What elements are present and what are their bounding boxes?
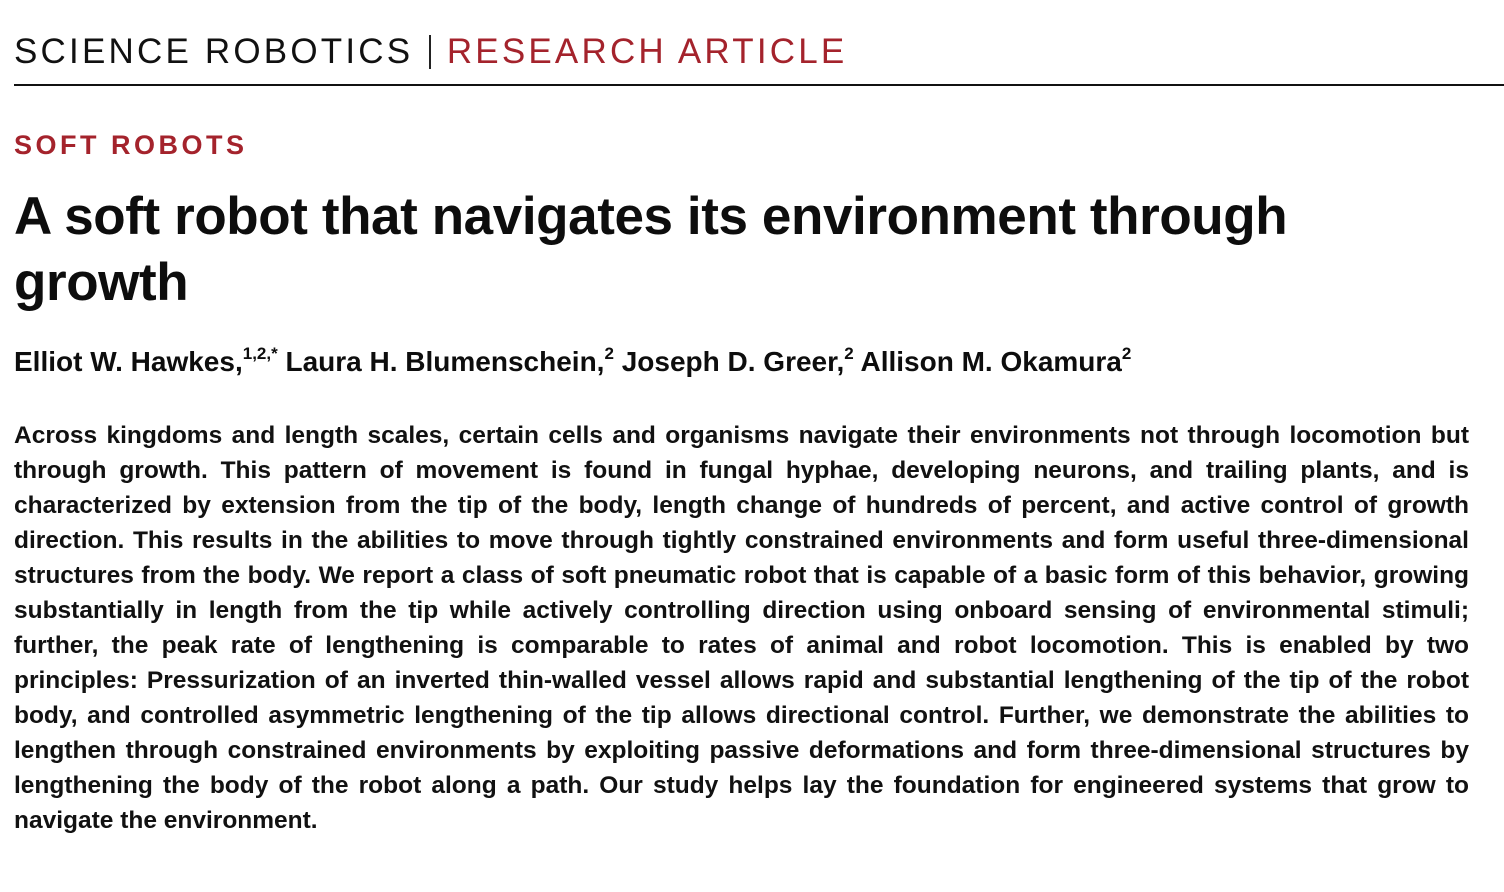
masthead-separator xyxy=(429,35,431,69)
article-page xyxy=(14,0,1504,892)
author-name: Laura H. Blumenschein, xyxy=(285,346,605,377)
author-list xyxy=(14,342,1494,382)
abstract-text: Across kingdoms and length scales, certain cells and organisms navigate their environments not through locomotion but through growth. This pattern of movement is found in fungal hyphae, developing neurons, and trailing plants, and is characterized by extension from the tip of the body, length change of hundreds of percent, and active control of growth direction. This results in the abilities to move through tightly constrained environments and form useful three-dimensional structures from the body. We report a class of soft pneumatic robot that is capable of a basic form of this behavior, growing substantially in length from the tip while actively controlling direction using onboard sensing of environmental stimuli; further, the peak rate of lengthening is comparable to rates of animal and robot locomotion. This is enabled by two principles: Pressurization of an inverted thin-walled vessel allows rapid and substantial lengthening of the tip of the robot body, and controlled asymmetric lengthening of the tip allows directional control. Further, we demonstrate the abilities to lengthen through constrained environments by exploiting passive deformations and form three-dimensional structures by lengthening the body of the robot along a path. Our study helps lay the foundation for engineered systems that grow to navigate the environment. xyxy=(14,422,1469,834)
author-affiliation: 2 xyxy=(1121,344,1132,363)
author-name: Elliot W. Hawkes, xyxy=(14,346,243,377)
journal-name: SCIENCE ROBOTICS xyxy=(14,32,414,71)
author-affiliation: 2 xyxy=(844,344,854,363)
author-affiliation: 2 xyxy=(604,344,614,363)
journal-masthead xyxy=(14,30,1504,74)
author-affiliation: 1,2,* xyxy=(242,344,278,363)
author-name: Allison M. Okamura xyxy=(860,346,1122,377)
author-name: Joseph D. Greer, xyxy=(621,346,845,377)
article-type: RESEARCH ARTICLE xyxy=(446,32,848,71)
header-rule xyxy=(14,84,1504,86)
subject-kicker: SOFT ROBOTS xyxy=(14,130,248,160)
article-title: A soft robot that navigates its environment through growth xyxy=(14,187,1288,312)
